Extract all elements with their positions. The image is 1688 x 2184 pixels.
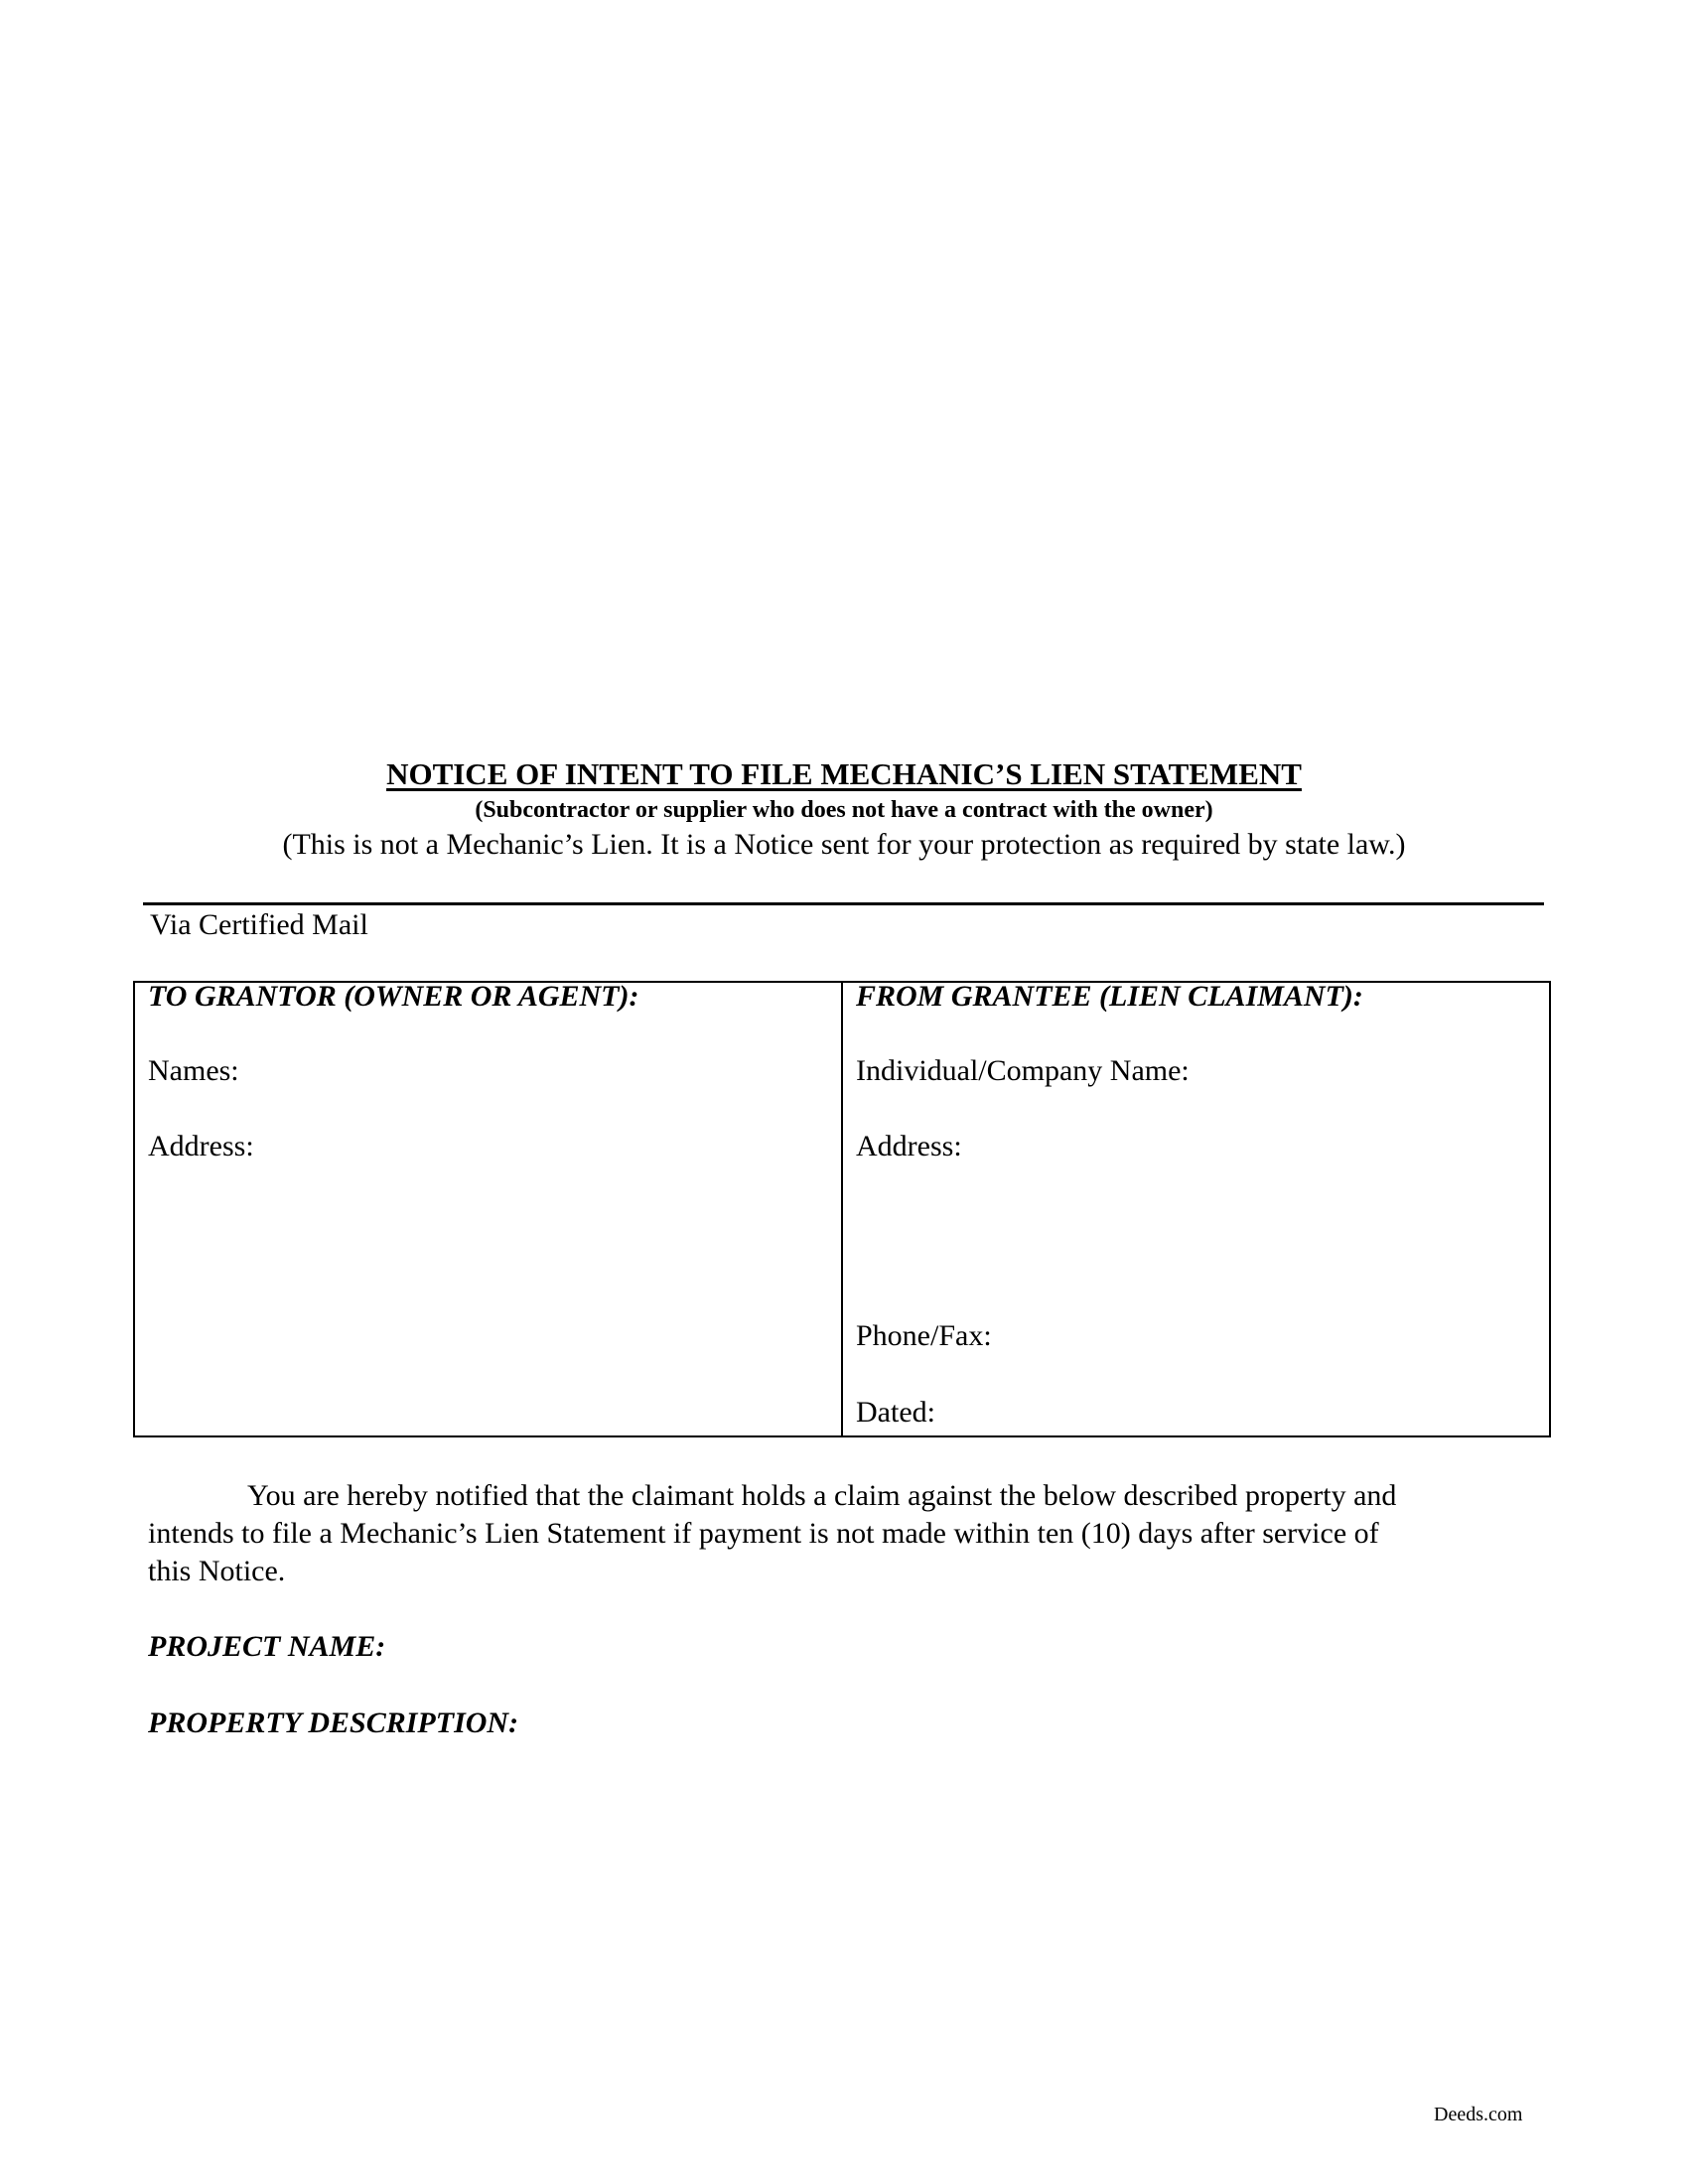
document-disclaimer: (This is not a Mechanic’s Lien. It is a Notice sent for your protection as required by state law.) (282, 828, 1406, 861)
property-description-label: PROPERTY DESCRIPTION: (148, 1706, 519, 1739)
party-table-divider (841, 981, 843, 1437)
delivery-method: Via Certified Mail (150, 908, 368, 941)
notice-line: intends to file a Mechanic’s Lien Statement if payment is not made within ten (10) days after service of (148, 1517, 1379, 1550)
project-name-label: PROJECT NAME: (148, 1630, 386, 1663)
grantee-name-label: Individual/Company Name: (856, 1054, 1190, 1087)
grantor-names-label: Names: (148, 1054, 239, 1087)
grantee-dated-label: Dated: (856, 1396, 935, 1429)
header-divider (143, 902, 1544, 905)
grantee-phone-label: Phone/Fax: (856, 1319, 992, 1352)
notice-line: You are hereby notified that the claimant holds a claim against the below described property and (247, 1479, 1397, 1512)
notice-paragraph (148, 1477, 1528, 1590)
grantor-address-label: Address: (148, 1130, 254, 1162)
document-subtitle: (Subcontractor or supplier who does not have a contract with the owner) (475, 797, 1213, 823)
notice-line: this Notice. (148, 1555, 286, 1587)
grantor-heading: TO GRANTOR (OWNER OR AGENT): (148, 980, 639, 1013)
grantee-address-label: Address: (856, 1130, 962, 1162)
document-title: NOTICE OF INTENT TO FILE MECHANIC’S LIEN STATEMENT (386, 756, 1302, 791)
grantee-heading: FROM GRANTEE (LIEN CLAIMANT): (856, 980, 1363, 1013)
footer-watermark: Deeds.com (1434, 2104, 1523, 2125)
